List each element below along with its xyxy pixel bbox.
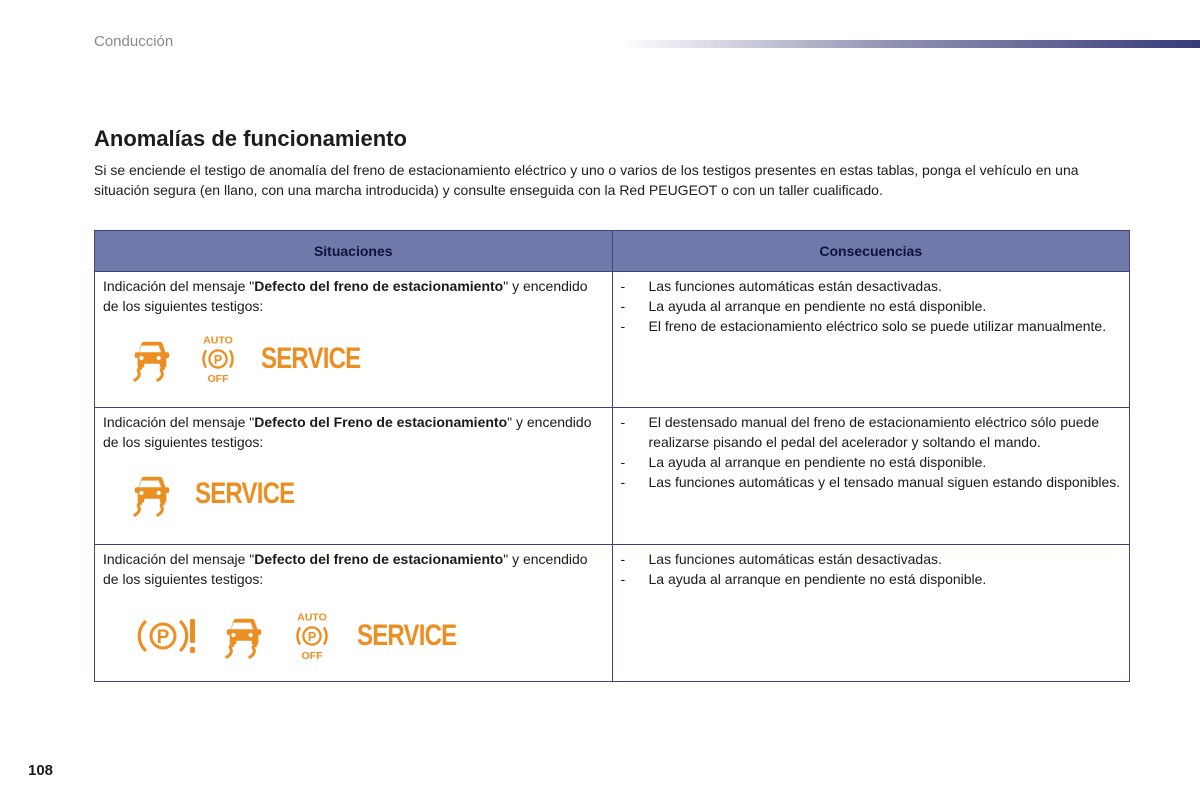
warning-lights	[103, 316, 604, 384]
situation-message: Indicación del mensaje "Defecto del freno de estacionamiento" y encendido de los siguientes testigos:	[103, 551, 588, 587]
consequence-list	[621, 412, 1122, 492]
table-row	[95, 408, 1130, 545]
column-header-situations: Situaciones	[95, 231, 613, 272]
header-gradient-bar	[620, 40, 1200, 48]
skid-car-icon	[221, 612, 267, 660]
situation-message: Indicación del mensaje "Defecto del freno de estacionamiento" y encendido de los siguientes testigos:	[103, 278, 588, 314]
service-icon: SERVICE	[357, 619, 457, 652]
table-header-row	[95, 231, 1130, 272]
auto-p-off-icon	[195, 334, 241, 384]
skid-car-icon	[129, 335, 175, 383]
page-title: Anomalías de funcionamiento	[94, 126, 407, 151]
situation-cell	[95, 272, 613, 408]
list-item: - El freno de estacionamiento eléctrico solo se puede utilizar manualmente.	[621, 316, 1122, 336]
anomalies-table	[94, 230, 1130, 682]
service-icon: SERVICE	[261, 342, 361, 375]
auto-p-off-icon	[289, 611, 335, 661]
table-row	[95, 545, 1130, 682]
situation-message: Indicación del mensaje "Defecto del Freno de estacionamiento" y encendido de los siguientes testigos:	[103, 414, 592, 450]
list-item: - La ayuda al arranque en pendiente no está disponible.	[621, 452, 1122, 472]
table-row	[95, 272, 1130, 408]
warning-lights	[103, 452, 604, 518]
list-item: - La ayuda al arranque en pendiente no está disponible.	[621, 569, 1122, 589]
consequence-cell	[612, 272, 1130, 408]
column-header-consequences: Consecuencias	[612, 231, 1130, 272]
skid-car-icon	[129, 470, 175, 518]
warning-lights	[103, 589, 604, 661]
consequence-list	[621, 276, 1122, 336]
service-icon: SERVICE	[195, 477, 295, 510]
page-number: 108	[28, 762, 54, 779]
list-item: - El destensado manual del freno de estacionamiento eléctrico sólo puede realizarse pisando el pedal del acelerador y soltando el mando.	[621, 412, 1122, 452]
list-item: - La ayuda al arranque en pendiente no está disponible.	[621, 296, 1122, 316]
consequence-cell	[612, 408, 1130, 545]
intro-paragraph: Si se enciende el testigo de anomalía del freno de estacionamiento eléctrico y uno o varios de los testigos presentes en estas tablas, ponga el vehículo en una situación segura (en llano, con una marcha introducida) y consulte enseguida con la Red PEUGEOT o con un taller cualificado.	[94, 162, 1079, 198]
situation-cell	[95, 408, 613, 545]
consequence-list	[621, 549, 1122, 589]
section-label: Conducción	[94, 33, 174, 50]
list-item: - Las funciones automáticas están desactivadas.	[621, 549, 1122, 569]
list-item: - Las funciones automáticas están desactivadas.	[621, 276, 1122, 296]
situation-cell	[95, 545, 613, 682]
parking-brake-fault-icon	[137, 616, 199, 656]
consequence-cell	[612, 545, 1130, 682]
list-item: - Las funciones automáticas y el tensado manual siguen estando disponibles.	[621, 472, 1122, 492]
